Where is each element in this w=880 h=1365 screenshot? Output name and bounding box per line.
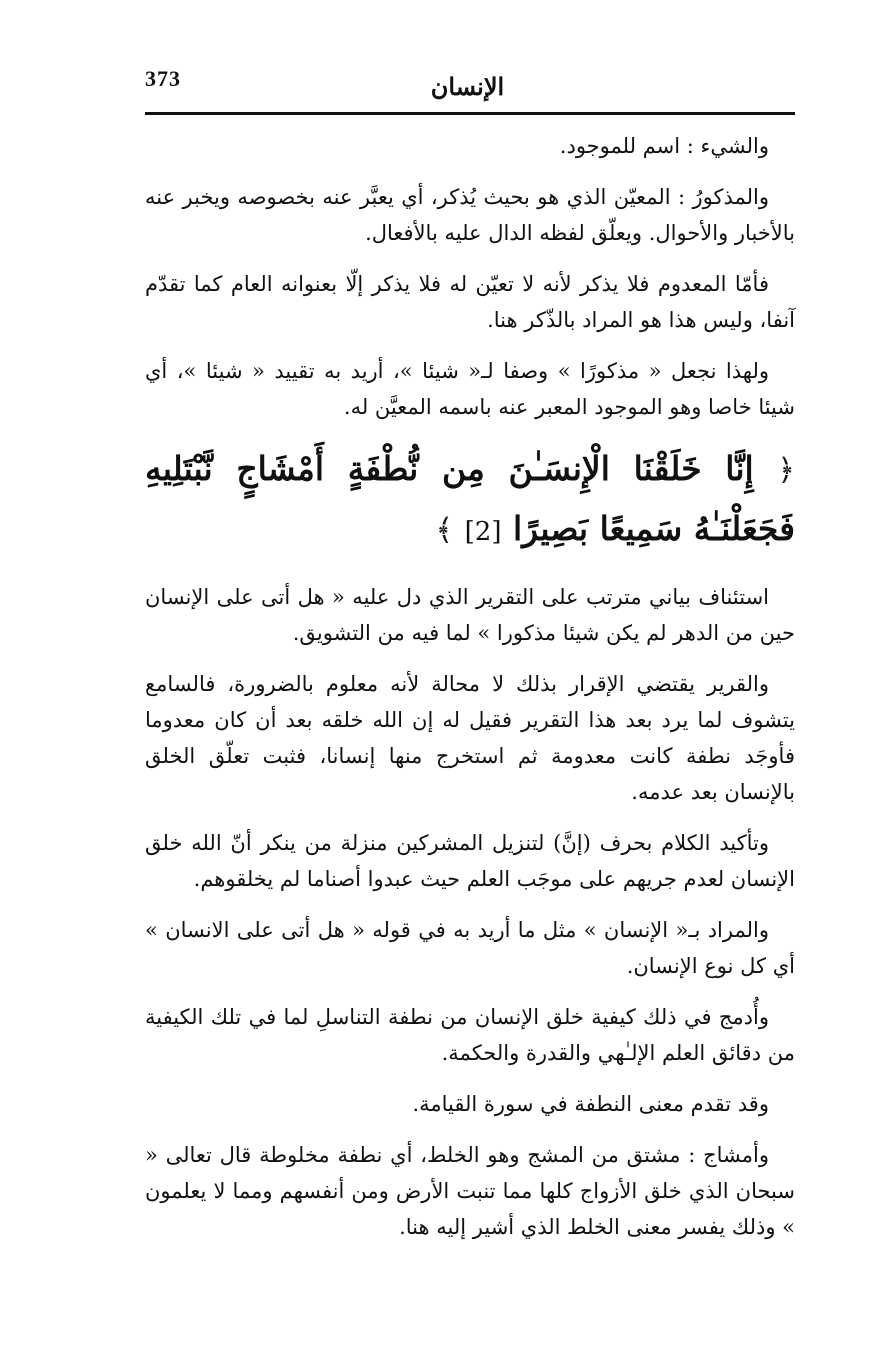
commentary-paragraph: وقد تقدم معنى النطفة في سورة القيامة. [412,1092,769,1116]
commentary-paragraph: وأُدمج في ذلك كيفية خلق الإنسان من نطفة التناسلِ لما في تلك الكيفية من دقائق العلم الإلـٰهي والقدرة والحكمة. [145,1005,795,1065]
commentary-paragraph: والمراد بـ« الإنسان » مثل ما أريد به في قوله « هل أتى على الانسان » أي كل نوع الإنسان. [145,918,795,978]
verse-text: إِنَّا خَلَقْنَا الْإِنسَـٰنَ مِن نُّطْفَةٍ أَمْشَاجٍ نَّبْتَلِيهِ فَجَعَلْنَـٰهُ سَمِيعًا بَصِيرًا [145,449,795,548]
quran-verse [145,440,795,561]
verse-open-bracket: ﴿ [777,453,795,488]
page-header [145,62,790,110]
verse-close-bracket: ﴾ [435,513,454,548]
commentary-paragraph: والقرير يقتضي الإقرار بذلك لا محالة لأنه معلوم بالضرورة، فالسامع يتشوف لما يرد بعد هذا التقرير فقيل له إن الله خلقه بعد أن كان معدوما فأوجَد نطفة كانت معدومة ثم استخرج منها إنسانا، فثبت تعلّق الخلق بالإنسان بعد عدمه. [145,672,795,804]
paragraph-madhkur: والمذكورُ : المعيّن الذي هو بحيث يُذكر، أي يعبَّر عنه بخصوصه ويخبر عنه بالأخبار والأحوال. ويعلّق لفظه الدال عليه بالأفعال. [145,185,795,245]
commentary-paragraph: استئناف بياني مترتب على التقرير الذي دل عليه « هل أتى على الإنسان حين من الدهر لم يكن شيئا مذكورا » لما فيه من التشويق. [145,585,795,645]
header-rule [145,112,795,115]
paragraph-madum: فأمّا المعدوم فلا يذكر لأنه لا تعيّن له فلا يذكر إلّا بعنوانه العام كما تقدّم آنفا، وليس هذا هو المراد بالذّكر هنا. [145,272,795,332]
verse-number: [2] [464,517,502,547]
paragraph-madhkuran-wasf: ولهذا نجعل « مذكورًا » وصفا لـ« شيئا »، أريد به تقييد « شيئا »، أي شيئا خاصا وهو الموجود المعبر عنه باسمه المعيَّن له. [145,359,795,419]
page-number: 373 [145,66,181,91]
paragraph-shay: والشيء : اسم للموجود. [559,134,769,158]
page-body [145,128,795,1260]
commentary-paragraph: وأمشاج : مشتق من المشج وهو الخلط، أي نطفة مخلوطة قال تعالى « سبحان الذي خلق الأزواج كلها مما تنبت الأرض ومن أنفسهم ومما لا يعلمون » وذلك يفسر معنى الخلط الذي أشير إليه هنا. [145,1143,795,1239]
running-title: الإنسان [430,72,505,101]
commentary-paragraph: وتأكيد الكلام بحرف (إنَّ) لتنزيل المشركين منزلة من ينكر أنّ الله خلق الإنسان لعدم جريهم على موجَب العلم حيث عبدوا أصناما لم يخلقوهم. [145,831,795,891]
